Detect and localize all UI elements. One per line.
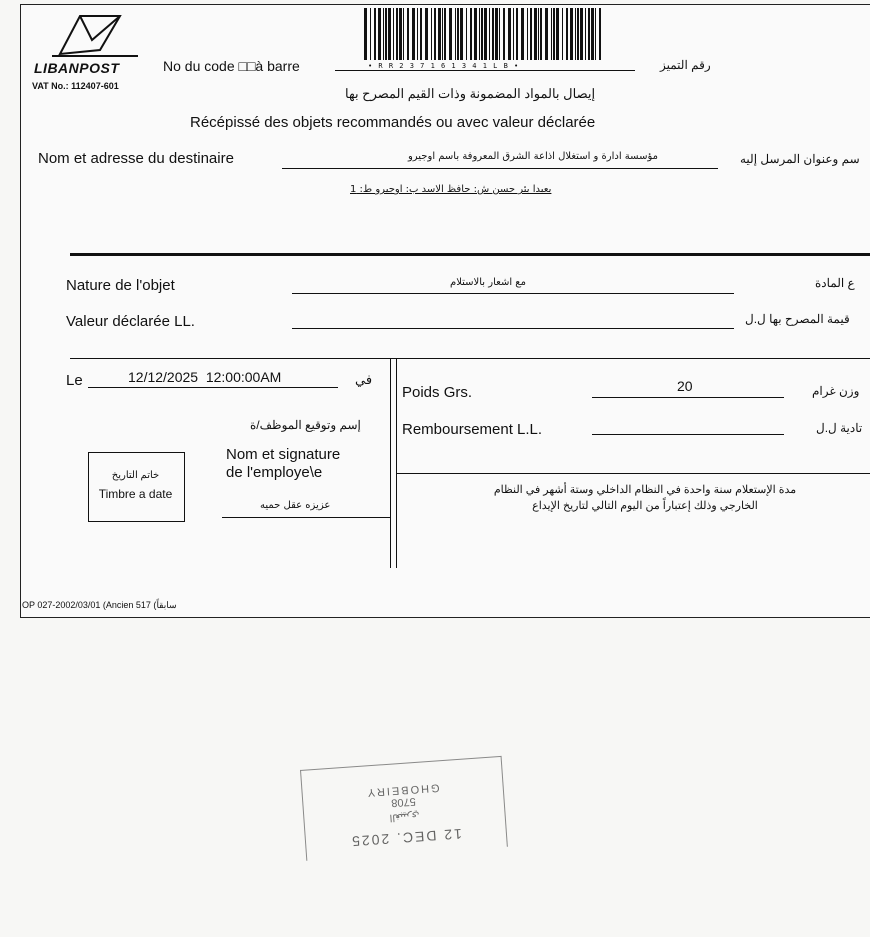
recipient-label-fr: Nom et adresse du destinaire (38, 150, 234, 167)
barcode-bar (425, 8, 428, 60)
libanpost-logo-icon (50, 10, 140, 60)
title-fr: Récépissé des objets recommandés ou avec valeur déclarée (190, 114, 596, 131)
fi-label: في (355, 372, 373, 387)
nature-line (292, 293, 734, 294)
employee-label-ar: إسم وتوقيع الموظف/ة (250, 418, 361, 432)
nature-label-fr: Nature de l'objet (66, 277, 175, 294)
barcode-bar (442, 8, 443, 60)
barcode-bar (527, 8, 528, 60)
employee-label-fr: Nom et signature de l'employe\e (226, 446, 341, 481)
barcode-bar (370, 8, 371, 60)
barcode-bar (457, 8, 459, 60)
barcode-bar (388, 8, 391, 60)
le-label: Le (66, 372, 83, 389)
weight-label-fr: Poids Grs. (402, 384, 473, 401)
barcode-bar (538, 8, 539, 60)
value-label-ar: قيمة المصرح بها ل.ل (745, 312, 850, 326)
barcode-bar (599, 8, 601, 60)
barcode-bar (484, 8, 487, 60)
barcode-bar (378, 8, 381, 60)
barcode-bar (575, 8, 576, 60)
barcode-bar (588, 8, 590, 60)
barcode-bar (492, 8, 494, 60)
barcode-bar (431, 8, 432, 60)
stamp-label-fr: Timbre a date (98, 487, 173, 501)
barcode-bar (455, 8, 456, 60)
barcode-bar (580, 8, 583, 60)
grid-vertical-a (390, 358, 391, 568)
barcode-bar (595, 8, 596, 60)
barcode-underline (335, 70, 635, 71)
barcode-label-fr: No du code □□à barre (163, 58, 300, 74)
barcode-bar (420, 8, 422, 60)
barcode-bar (434, 8, 436, 60)
grid-vertical-b (396, 358, 397, 568)
barcode-bar (553, 8, 555, 60)
logo-text: LIBANPOST (34, 60, 120, 76)
barcode-bar (444, 8, 446, 60)
barcode-bar (383, 8, 384, 60)
title-ar: إيصال بالمواد المضمونة وذات القيم المصرح بها (345, 86, 596, 101)
recipient-line (282, 168, 718, 169)
barcode-bar (566, 8, 568, 60)
barcode-bar (513, 8, 514, 60)
barcode-bar (556, 8, 559, 60)
nature-label-ar: ع المادة (815, 276, 855, 290)
cod-label-ar: تادية ل.ل (816, 421, 863, 435)
employee-name: عزيزه عقل حميه (260, 500, 331, 511)
form-code: OP 027-2002/03/01 (Ancien 517 (سابقاً (22, 600, 177, 610)
notice-line-1: مدة الإستعلام سنة واحدة في النظام الداخلي وستة أشهر في النظام (493, 484, 797, 496)
barcode-bar (521, 8, 524, 60)
barcode-bar (438, 8, 441, 60)
barcode-bar (460, 8, 463, 60)
cod-label-fr: Remboursement L.L. (402, 421, 543, 438)
barcode-bar (412, 8, 415, 60)
barcode-bar (508, 8, 511, 60)
stamp-office-ar: الغبيري (389, 809, 420, 823)
barcode-bar (499, 8, 500, 60)
weight-line (592, 397, 784, 398)
recipient-label-ar: سم وعنوان المرسل إليه (740, 152, 860, 166)
cod-line (592, 434, 784, 435)
barcode-bar (399, 8, 402, 60)
stamp-date: 12 DEC. 2025 (349, 825, 463, 850)
barcode-bar (530, 8, 532, 60)
date-value: 12/12/2025 12:00:00AM (128, 369, 282, 385)
barcode-bar (466, 8, 467, 60)
section-divider (70, 253, 870, 256)
postal-stamp-content (301, 757, 507, 861)
barcode-bar (489, 8, 490, 60)
postal-stamp (300, 756, 508, 861)
barcode-bar (393, 8, 394, 60)
date-line (88, 387, 338, 388)
nature-value: مع اشعار بالاستلام (450, 277, 526, 288)
barcode-bar (577, 8, 579, 60)
grid-right-mid-line (396, 473, 870, 474)
vat-number: VAT No.: 112407-601 (32, 81, 119, 91)
stamp-office: GHOBEIRY (365, 781, 440, 799)
barcode-bar (474, 8, 477, 60)
barcode-bar (364, 8, 367, 60)
weight-label-ar: وزن غرام (812, 384, 860, 398)
recipient-address: بعبدا بئر حسن ش: حافظ الاسد ب: اوجيرو ط: 1 (350, 184, 552, 195)
barcode-bar (374, 8, 376, 60)
barcode-bar (534, 8, 537, 60)
barcode (360, 8, 608, 68)
weight-value: 20 (677, 378, 693, 394)
barcode-bar (481, 8, 483, 60)
barcode-bar (495, 8, 498, 60)
barcode-bar (503, 8, 505, 60)
barcode-bar (403, 8, 404, 60)
value-label-fr: Valeur déclarée LL. (66, 313, 195, 330)
barcode-bar (562, 8, 563, 60)
barcode-bar (449, 8, 452, 60)
barcode-bar (585, 8, 586, 60)
barcode-bar (396, 8, 398, 60)
barcode-bar (570, 8, 573, 60)
barcode-bar (417, 8, 418, 60)
notice-line-2: الخارجي وذلك إعتباراً من اليوم التالي لتاريخ الإيداع (532, 500, 758, 512)
employee-line (222, 517, 390, 518)
barcode-bar (551, 8, 552, 60)
grid-top-line (70, 358, 870, 359)
barcode-bar (407, 8, 409, 60)
value-line (292, 328, 734, 329)
barcode-number: • R R 2 3 7 1 6 1 3 4 1 L B • (368, 62, 520, 70)
barcode-bar (479, 8, 480, 60)
barcode-bar (545, 8, 548, 60)
stamp-code: 5708 (390, 795, 417, 809)
barcode-bar (516, 8, 518, 60)
barcode-bar (540, 8, 542, 60)
barcode-bar (385, 8, 387, 60)
barcode-bar (591, 8, 594, 60)
stamp-label-ar: خاتم التاريخ (111, 470, 160, 481)
barcode-bar (470, 8, 472, 60)
barcode-label-ar: رقم التميز (660, 58, 711, 72)
recipient-name: مؤسسة ادارة و استغلال اذاعة الشرق المعروفة باسم اوجيرو (407, 151, 658, 162)
